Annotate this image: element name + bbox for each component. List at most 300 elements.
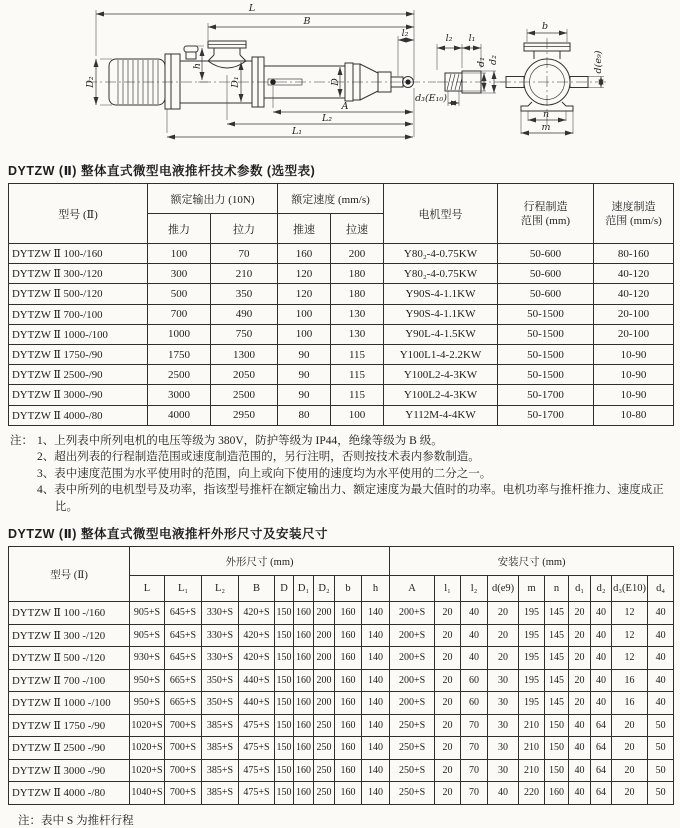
cell: 475+S	[239, 759, 275, 782]
cell: 160	[294, 782, 314, 805]
header-model: 型号 (Ⅱ)	[9, 547, 130, 602]
cell: 20	[435, 692, 461, 715]
table-row	[9, 405, 674, 425]
cell: 200	[331, 244, 384, 264]
cell: 140	[362, 692, 390, 715]
cell: 160	[335, 647, 362, 670]
dim-label-D2: D₂	[85, 76, 96, 88]
technical-drawing	[0, 0, 680, 158]
table-row	[9, 324, 674, 344]
cell: 20	[569, 692, 591, 715]
cell: 20	[435, 624, 461, 647]
cell: 250+S	[390, 782, 435, 805]
table-row	[9, 759, 674, 782]
cell: 3000	[148, 385, 211, 405]
cell: Y80₂-4-0.75KW	[384, 264, 498, 284]
cell: 40	[591, 669, 612, 692]
cell: 12	[612, 647, 648, 670]
cell: 20	[612, 759, 648, 782]
cell: 70	[461, 759, 488, 782]
cell: 210	[519, 759, 545, 782]
cell: 200+S	[390, 602, 435, 625]
header-pull: 拉力	[211, 214, 278, 244]
cell: 20	[488, 624, 519, 647]
header-cell: b	[335, 576, 362, 602]
header-cell: d₁	[569, 576, 591, 602]
dim-label-n: n	[542, 109, 550, 120]
cell: 250	[314, 782, 335, 805]
cell: 1750	[148, 344, 211, 364]
model-cell: DYTZW Ⅱ 1000 -/100	[9, 692, 130, 715]
cell: 30	[488, 669, 519, 692]
cell: 40	[461, 624, 488, 647]
cell: 160	[294, 692, 314, 715]
cell: 70	[211, 244, 278, 264]
cell: 645+S	[165, 602, 202, 625]
cell: 180	[331, 264, 384, 284]
cell: 20	[435, 737, 461, 760]
cell: 145	[545, 602, 569, 625]
cell: 150	[275, 669, 294, 692]
spec-table	[8, 183, 674, 426]
model-cell: DYTZW Ⅱ 100-/160	[9, 244, 148, 264]
cell: 160	[335, 602, 362, 625]
cell: 20	[435, 714, 461, 737]
header-cell: m	[519, 576, 545, 602]
cell: 40	[488, 782, 519, 805]
cell: 950+S	[130, 692, 165, 715]
cell: 160	[335, 624, 362, 647]
cell: 130	[331, 324, 384, 344]
table-row	[9, 365, 674, 385]
cell: 40	[569, 714, 591, 737]
model-cell: DYTZW Ⅱ 3000-/90	[9, 385, 148, 405]
actuator-side-view	[85, 3, 436, 137]
dim-label-d1: d₁	[476, 57, 487, 67]
cell: 10-90	[594, 344, 674, 364]
dim-label-D1: D₁	[230, 76, 241, 88]
notes-block	[10, 433, 672, 516]
cell: 20-100	[594, 304, 674, 324]
cell: 50	[648, 782, 674, 805]
cell: 140	[362, 624, 390, 647]
cell: 20	[612, 782, 648, 805]
cell: 12	[612, 624, 648, 647]
cell: 80	[278, 405, 331, 425]
table-row	[9, 782, 674, 805]
cell: 60	[461, 669, 488, 692]
cell: 40	[648, 647, 674, 670]
cell: Y90S-4-1.1KW	[384, 304, 498, 324]
cell: 350+S	[202, 692, 239, 715]
cell: 750	[211, 324, 278, 344]
header-push: 推力	[148, 214, 211, 244]
table-row	[9, 737, 674, 760]
cell: 490	[211, 304, 278, 324]
note-item: 4、表中所列的电机型号及功率，指该型号推杆在额定输出力、额定速度为最大值时的功率。电机功率与推杆推力、速度成正比。	[37, 484, 664, 513]
cell: 50-1700	[498, 405, 594, 425]
cell: 160	[294, 759, 314, 782]
cell: 150	[545, 737, 569, 760]
cell: 140	[362, 759, 390, 782]
cell: 700	[148, 304, 211, 324]
cell: 440+S	[239, 669, 275, 692]
table-row	[9, 284, 674, 304]
cell: 420+S	[239, 602, 275, 625]
cell: 115	[331, 344, 384, 364]
cell: 20	[488, 602, 519, 625]
header-push-speed: 推速	[278, 214, 331, 244]
cell: 40	[569, 759, 591, 782]
cell: 385+S	[202, 714, 239, 737]
motor	[109, 59, 165, 105]
cell: 40	[648, 692, 674, 715]
cell: 70	[461, 714, 488, 737]
cell: 140	[362, 647, 390, 670]
header-cell: l₂	[461, 576, 488, 602]
cell: 160	[278, 244, 331, 264]
cell: 1040+S	[130, 782, 165, 805]
piston-mark	[270, 79, 276, 85]
cell: 40	[591, 602, 612, 625]
cell: 350+S	[202, 669, 239, 692]
header-cell: B	[239, 576, 275, 602]
model-cell: DYTZW Ⅱ 1000-/100	[9, 324, 148, 344]
cell: 150	[545, 714, 569, 737]
cell: 30	[488, 737, 519, 760]
cell: 200	[314, 624, 335, 647]
header-output-group: 额定输出力 (10N)	[148, 184, 278, 214]
note-item: 1、上列表中所列电机的电压等级为 380V，防护等级为 IP44，绝缘等级为 B 级。	[37, 434, 443, 447]
cell: 2500	[211, 385, 278, 405]
model-cell: DYTZW Ⅱ 700-/100	[9, 304, 148, 324]
model-cell: DYTZW Ⅱ 2500 -/90	[9, 737, 130, 760]
cell: Y100L2-4-3KW	[384, 385, 498, 405]
table-row	[9, 647, 674, 670]
model-cell: DYTZW Ⅱ 500 -/120	[9, 647, 130, 670]
cell: 2500	[148, 365, 211, 385]
cell: 1020+S	[130, 714, 165, 737]
model-cell: DYTZW Ⅱ 1750 -/90	[9, 714, 130, 737]
cell: 160	[545, 782, 569, 805]
cell: 150	[275, 759, 294, 782]
cell: 385+S	[202, 759, 239, 782]
cell: 385+S	[202, 782, 239, 805]
table-row	[9, 624, 674, 647]
dim-label-L2: L₂	[321, 113, 333, 124]
cell: 150	[275, 737, 294, 760]
table-row	[9, 714, 674, 737]
cell: 250	[314, 714, 335, 737]
cell: 115	[331, 385, 384, 405]
dim-label-d2: d₂	[488, 55, 499, 65]
cell: 140	[362, 782, 390, 805]
cell: 50-600	[498, 244, 594, 264]
cell: 20	[612, 714, 648, 737]
cell: 200	[314, 647, 335, 670]
cell: 475+S	[239, 782, 275, 805]
cell: 20	[435, 647, 461, 670]
cell: 80-160	[594, 244, 674, 264]
cell: 20	[435, 602, 461, 625]
cell: 160	[294, 669, 314, 692]
cell: Y112M-4-4KW	[384, 405, 498, 425]
cell: 150	[275, 714, 294, 737]
cell: 50-1700	[498, 385, 594, 405]
cell: Y100L2-4-3KW	[384, 365, 498, 385]
model-cell: DYTZW Ⅱ 1750-/90	[9, 344, 148, 364]
cell: 150	[275, 647, 294, 670]
cell: 330+S	[202, 624, 239, 647]
cell: 40	[569, 782, 591, 805]
cell: 950+S	[130, 669, 165, 692]
cell: 100	[331, 405, 384, 425]
header-stroke-range: 行程制造 范围 (mm)	[498, 184, 594, 244]
table-row	[9, 692, 674, 715]
cell: Y90S-4-1.1KW	[384, 284, 498, 304]
cell: 30	[488, 759, 519, 782]
cell: 20	[435, 759, 461, 782]
cell: 210	[211, 264, 278, 284]
rod-end-detail	[415, 33, 505, 106]
dim-label-de9: d(e₉)	[593, 50, 604, 74]
cell: 64	[591, 714, 612, 737]
cell: 20	[569, 624, 591, 647]
cell: 200+S	[390, 692, 435, 715]
cell: 905+S	[130, 602, 165, 625]
cell: 70	[461, 737, 488, 760]
cell: 160	[294, 624, 314, 647]
cell: 140	[362, 669, 390, 692]
cell: 250+S	[390, 759, 435, 782]
stroke-footnote: 注：表中 S 为推杆行程	[18, 814, 134, 827]
cell: 20-100	[594, 324, 674, 344]
dim-label-l2-top: l₂	[401, 28, 409, 39]
cell: 130	[331, 304, 384, 324]
cell: 195	[519, 624, 545, 647]
cell: 20	[488, 647, 519, 670]
cell: 160	[335, 782, 362, 805]
cell: 10-90	[594, 385, 674, 405]
cell: 330+S	[202, 602, 239, 625]
cell: 16	[612, 669, 648, 692]
dimension-table	[8, 546, 674, 805]
cell: 160	[294, 647, 314, 670]
table-row	[9, 344, 674, 364]
cell: 200	[314, 669, 335, 692]
model-cell: DYTZW Ⅱ 2500-/90	[9, 365, 148, 385]
cell: 10-80	[594, 405, 674, 425]
cell: 40	[591, 624, 612, 647]
cell: Y80₂-4-0.75KW	[384, 244, 498, 264]
model-cell: DYTZW Ⅱ 100 -/160	[9, 602, 130, 625]
dim-label-d3: d₃(E₁₀)	[415, 93, 447, 104]
cell: 10-90	[594, 365, 674, 385]
dim-label-B: B	[303, 16, 311, 27]
cell: 440+S	[239, 692, 275, 715]
header-motor: 电机型号	[384, 184, 498, 244]
header-cell: d₄	[648, 576, 674, 602]
header-cell: n	[545, 576, 569, 602]
cell: 150	[275, 692, 294, 715]
cell: 90	[278, 365, 331, 385]
cell: 210	[519, 737, 545, 760]
cell: 115	[331, 365, 384, 385]
dim-label-l1: l₁	[468, 33, 476, 44]
cell: 50-1500	[498, 304, 594, 324]
cell: 90	[278, 344, 331, 364]
cell: 700+S	[165, 759, 202, 782]
cell: 100	[278, 304, 331, 324]
cell: 200+S	[390, 647, 435, 670]
notes-prefix: 注：	[10, 434, 33, 447]
cell: 160	[335, 737, 362, 760]
note-item: 3、表中速度范围为水平使用时的范围，向上或向下使用的速度均为水平使用的二分之一。	[37, 467, 492, 480]
cell: 40-120	[594, 264, 674, 284]
cell: 90	[278, 385, 331, 405]
cell: Y100L1-4-2.2KW	[384, 344, 498, 364]
table-row	[9, 244, 674, 264]
cell: 195	[519, 669, 545, 692]
cell: 160	[294, 737, 314, 760]
model-cell: DYTZW Ⅱ 500-/120	[9, 284, 148, 304]
header-cell: A	[390, 576, 435, 602]
cell: 40	[591, 647, 612, 670]
cell: 40	[648, 602, 674, 625]
cell: 50-1500	[498, 324, 594, 344]
cell: 200+S	[390, 669, 435, 692]
cell: 930+S	[130, 647, 165, 670]
cell: 645+S	[165, 624, 202, 647]
model-cell: DYTZW Ⅱ 4000-/80	[9, 405, 148, 425]
model-cell: DYTZW Ⅱ 700 -/100	[9, 669, 130, 692]
header-cell: L	[130, 576, 165, 602]
cell: 4000	[148, 405, 211, 425]
cell: 50-1500	[498, 365, 594, 385]
cell: 50-1500	[498, 344, 594, 364]
cell: 220	[519, 782, 545, 805]
cell: 20	[435, 669, 461, 692]
table-row	[9, 264, 674, 284]
cell: 150	[275, 602, 294, 625]
dim-label-m: m	[541, 122, 551, 133]
cell: 2950	[211, 405, 278, 425]
cell: 500	[148, 284, 211, 304]
cell: 350	[211, 284, 278, 304]
cell: 20	[569, 647, 591, 670]
cell: 150	[275, 782, 294, 805]
header-outline-group: 外形尺寸 (mm)	[130, 547, 390, 576]
clamp-detail	[500, 21, 606, 134]
header-cell: D₂	[314, 576, 335, 602]
header-cell: L₂	[202, 576, 239, 602]
dim-label-L: L	[248, 3, 256, 14]
cell: 385+S	[202, 737, 239, 760]
cell: 145	[545, 692, 569, 715]
cell: 160	[294, 602, 314, 625]
cell: 20	[569, 602, 591, 625]
cell: 50-600	[498, 264, 594, 284]
header-cell: d(e9)	[488, 576, 519, 602]
cell: 40	[591, 692, 612, 715]
cell: 1000	[148, 324, 211, 344]
cell: 140	[362, 714, 390, 737]
cell: 20	[435, 782, 461, 805]
cell: 420+S	[239, 647, 275, 670]
cell: 200	[314, 602, 335, 625]
cell: 905+S	[130, 624, 165, 647]
dim-label-l2: l₂	[445, 33, 453, 44]
cell: 150	[545, 759, 569, 782]
cell: 250	[314, 759, 335, 782]
cell: 40	[461, 647, 488, 670]
cell: 50	[648, 737, 674, 760]
header-speed-range: 速度制造 范围 (mm/s)	[594, 184, 674, 244]
cell: 420+S	[239, 624, 275, 647]
motor-flange	[165, 54, 171, 109]
cell: Y90L-4-1.5KW	[384, 324, 498, 344]
header-model: 型号 (Ⅱ)	[9, 184, 148, 244]
cell: 50	[648, 759, 674, 782]
cell: 100	[148, 244, 211, 264]
header-speed-group: 额定速度 (mm/s)	[278, 184, 384, 214]
spec-table-title: DYTZW (Ⅱ) 整体直式微型电液推杆技术参数 (选型表)	[8, 164, 316, 178]
cell: 60	[461, 692, 488, 715]
cell: 700+S	[165, 782, 202, 805]
dim-label-L1: L₁	[291, 126, 303, 137]
cell: 300	[148, 264, 211, 284]
table-row	[9, 304, 674, 324]
model-cell: DYTZW Ⅱ 4000 -/80	[9, 782, 130, 805]
cell: 1300	[211, 344, 278, 364]
model-cell: DYTZW Ⅱ 3000 -/90	[9, 759, 130, 782]
cell: 250	[314, 737, 335, 760]
model-cell: DYTZW Ⅱ 300-/120	[9, 264, 148, 284]
cell: 40-120	[594, 284, 674, 304]
cell: 70	[461, 782, 488, 805]
cell: 100	[278, 324, 331, 344]
header-cell: d₃(E10)	[612, 576, 648, 602]
cell: 145	[545, 624, 569, 647]
cell: 195	[519, 602, 545, 625]
cell: 120	[278, 264, 331, 284]
model-cell: DYTZW Ⅱ 300 -/120	[9, 624, 130, 647]
cell: 195	[519, 692, 545, 715]
table-row	[9, 669, 674, 692]
cell: 700+S	[165, 714, 202, 737]
cell: 665+S	[165, 669, 202, 692]
table-row	[9, 602, 674, 625]
header-cell: D	[275, 576, 294, 602]
cell: 145	[545, 647, 569, 670]
header-cell: d₂	[591, 576, 612, 602]
dim-label-D: D	[330, 78, 341, 86]
cell: 160	[335, 714, 362, 737]
cell: 250+S	[390, 737, 435, 760]
cell: 40	[648, 669, 674, 692]
cell: 64	[591, 759, 612, 782]
cell: 2050	[211, 365, 278, 385]
note-item: 2、超出列表的行程制造范围或速度制造范围的，另行注明，否则按技术表内参数制造。	[37, 451, 480, 464]
cell: 160	[294, 714, 314, 737]
cell: 30	[488, 692, 519, 715]
header-install-group: 安装尺寸 (mm)	[390, 547, 674, 576]
cell: 200	[314, 692, 335, 715]
cell: 12	[612, 602, 648, 625]
cell: 150	[275, 624, 294, 647]
cell: 140	[362, 737, 390, 760]
cell: 665+S	[165, 692, 202, 715]
